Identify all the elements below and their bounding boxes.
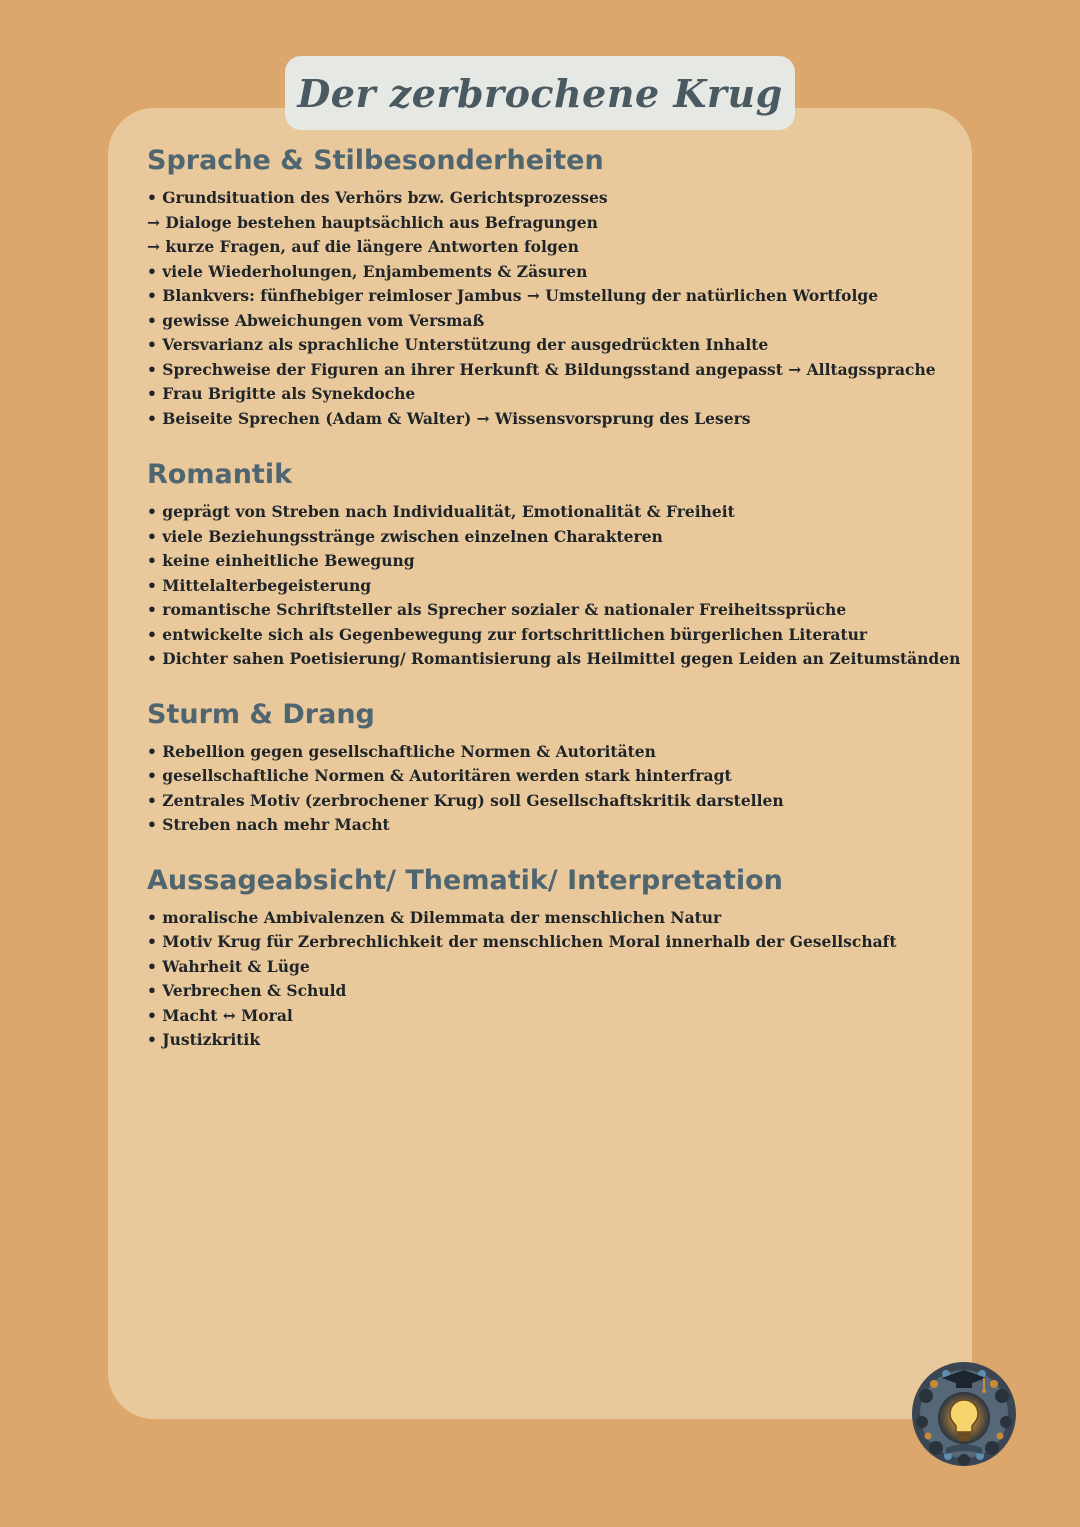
list-item: • Macht ↔ Moral: [147, 1005, 293, 1025]
content-area: [147, 142, 961, 1053]
section-heading: Aussageabsicht/ Thematik/ Interpretation: [147, 864, 783, 896]
section-heading: Sprache & Stilbesonderheiten: [147, 145, 604, 176]
title-banner: [285, 56, 795, 130]
list-item: • gesellschaftliche Normen & Autoritären werden stark hinterfragt: [147, 766, 732, 785]
list-item: • Beiseite Sprechen (Adam & Walter) → Wissensvorsprung des Lesers: [147, 408, 751, 428]
list-item: • Verbrechen & Schuld: [147, 981, 347, 1000]
list-item: • Blankvers: fünfhebiger reimloser Jambus → Umstellung der natürlichen Wortfolge: [147, 286, 879, 305]
list-item: • Wahrheit & Lüge: [147, 956, 310, 976]
list-item: • Rebellion gegen gesellschaftliche Normen & Autoritäten: [147, 741, 656, 761]
list-item: • Dichter sahen Poetisierung/ Romantisierung als Heilmittel gegen Leiden an Zeitumständen: [147, 649, 961, 668]
list-item: • keine einheitliche Bewegung: [147, 551, 415, 570]
bullet-list: [147, 186, 947, 431]
list-item: • Sprechweise der Figuren an ihrer Herkunft & Bildungsstand angepasst → Alltagssprache: [147, 359, 936, 379]
bullet-list: [147, 906, 947, 1053]
list-item: • Streben nach mehr Macht: [147, 815, 390, 834]
list-item: • Mittelalterbegeisterung: [147, 575, 372, 595]
list-item: • gewisse Abweichungen vom Versmaß: [147, 310, 485, 330]
section-romantik: [147, 456, 961, 672]
section-heading: Romantik: [147, 459, 293, 490]
list-item: → Dialoge bestehen hauptsächlich aus Befragungen: [147, 212, 598, 232]
bullet-list: [147, 500, 961, 672]
bullet-list: [147, 740, 947, 838]
section-sturm-drang: [147, 696, 947, 838]
list-item: • viele Beziehungsstränge zwischen einzelnen Charakteren: [147, 526, 663, 546]
list-item: • viele Wiederholungen, Enjambements & Zäsuren: [147, 261, 588, 281]
page-title: Der zerbrochene Krug: [297, 70, 783, 116]
list-item: • Motiv Krug für Zerbrechlichkeit der menschlichen Moral innerhalb der Gesellschaft: [147, 932, 897, 951]
section-sprache-stil: [147, 142, 947, 431]
list-item: • geprägt von Streben nach Individualität, Emotionalität & Freiheit: [147, 502, 735, 521]
list-item: • entwickelte sich als Gegenbewegung zur fortschrittlichen bürgerlichen Literatur: [147, 624, 868, 644]
education-emblem-icon: [906, 1356, 1022, 1472]
list-item: → kurze Fragen, auf die längere Antworten folgen: [147, 237, 579, 256]
list-item: • Frau Brigitte als Synekdoche: [147, 384, 416, 403]
list-item: • Versvarianz als sprachliche Unterstützung der ausgedrückten Inhalte: [147, 335, 769, 354]
section-aussageabsicht: [147, 862, 947, 1053]
list-item: • Justizkritik: [147, 1030, 261, 1049]
list-item: • romantische Schriftsteller als Sprecher sozialer & nationaler Freiheitssprüche: [147, 600, 847, 619]
section-heading: Sturm & Drang: [147, 698, 375, 730]
list-item: • Grundsituation des Verhörs bzw. Gerichtsprozesses: [147, 188, 608, 207]
list-item: • moralische Ambivalenzen & Dilemmata der menschlichen Natur: [147, 907, 722, 927]
list-item: • Zentrales Motiv (zerbrochener Krug) soll Gesellschaftskritik darstellen: [147, 790, 784, 810]
